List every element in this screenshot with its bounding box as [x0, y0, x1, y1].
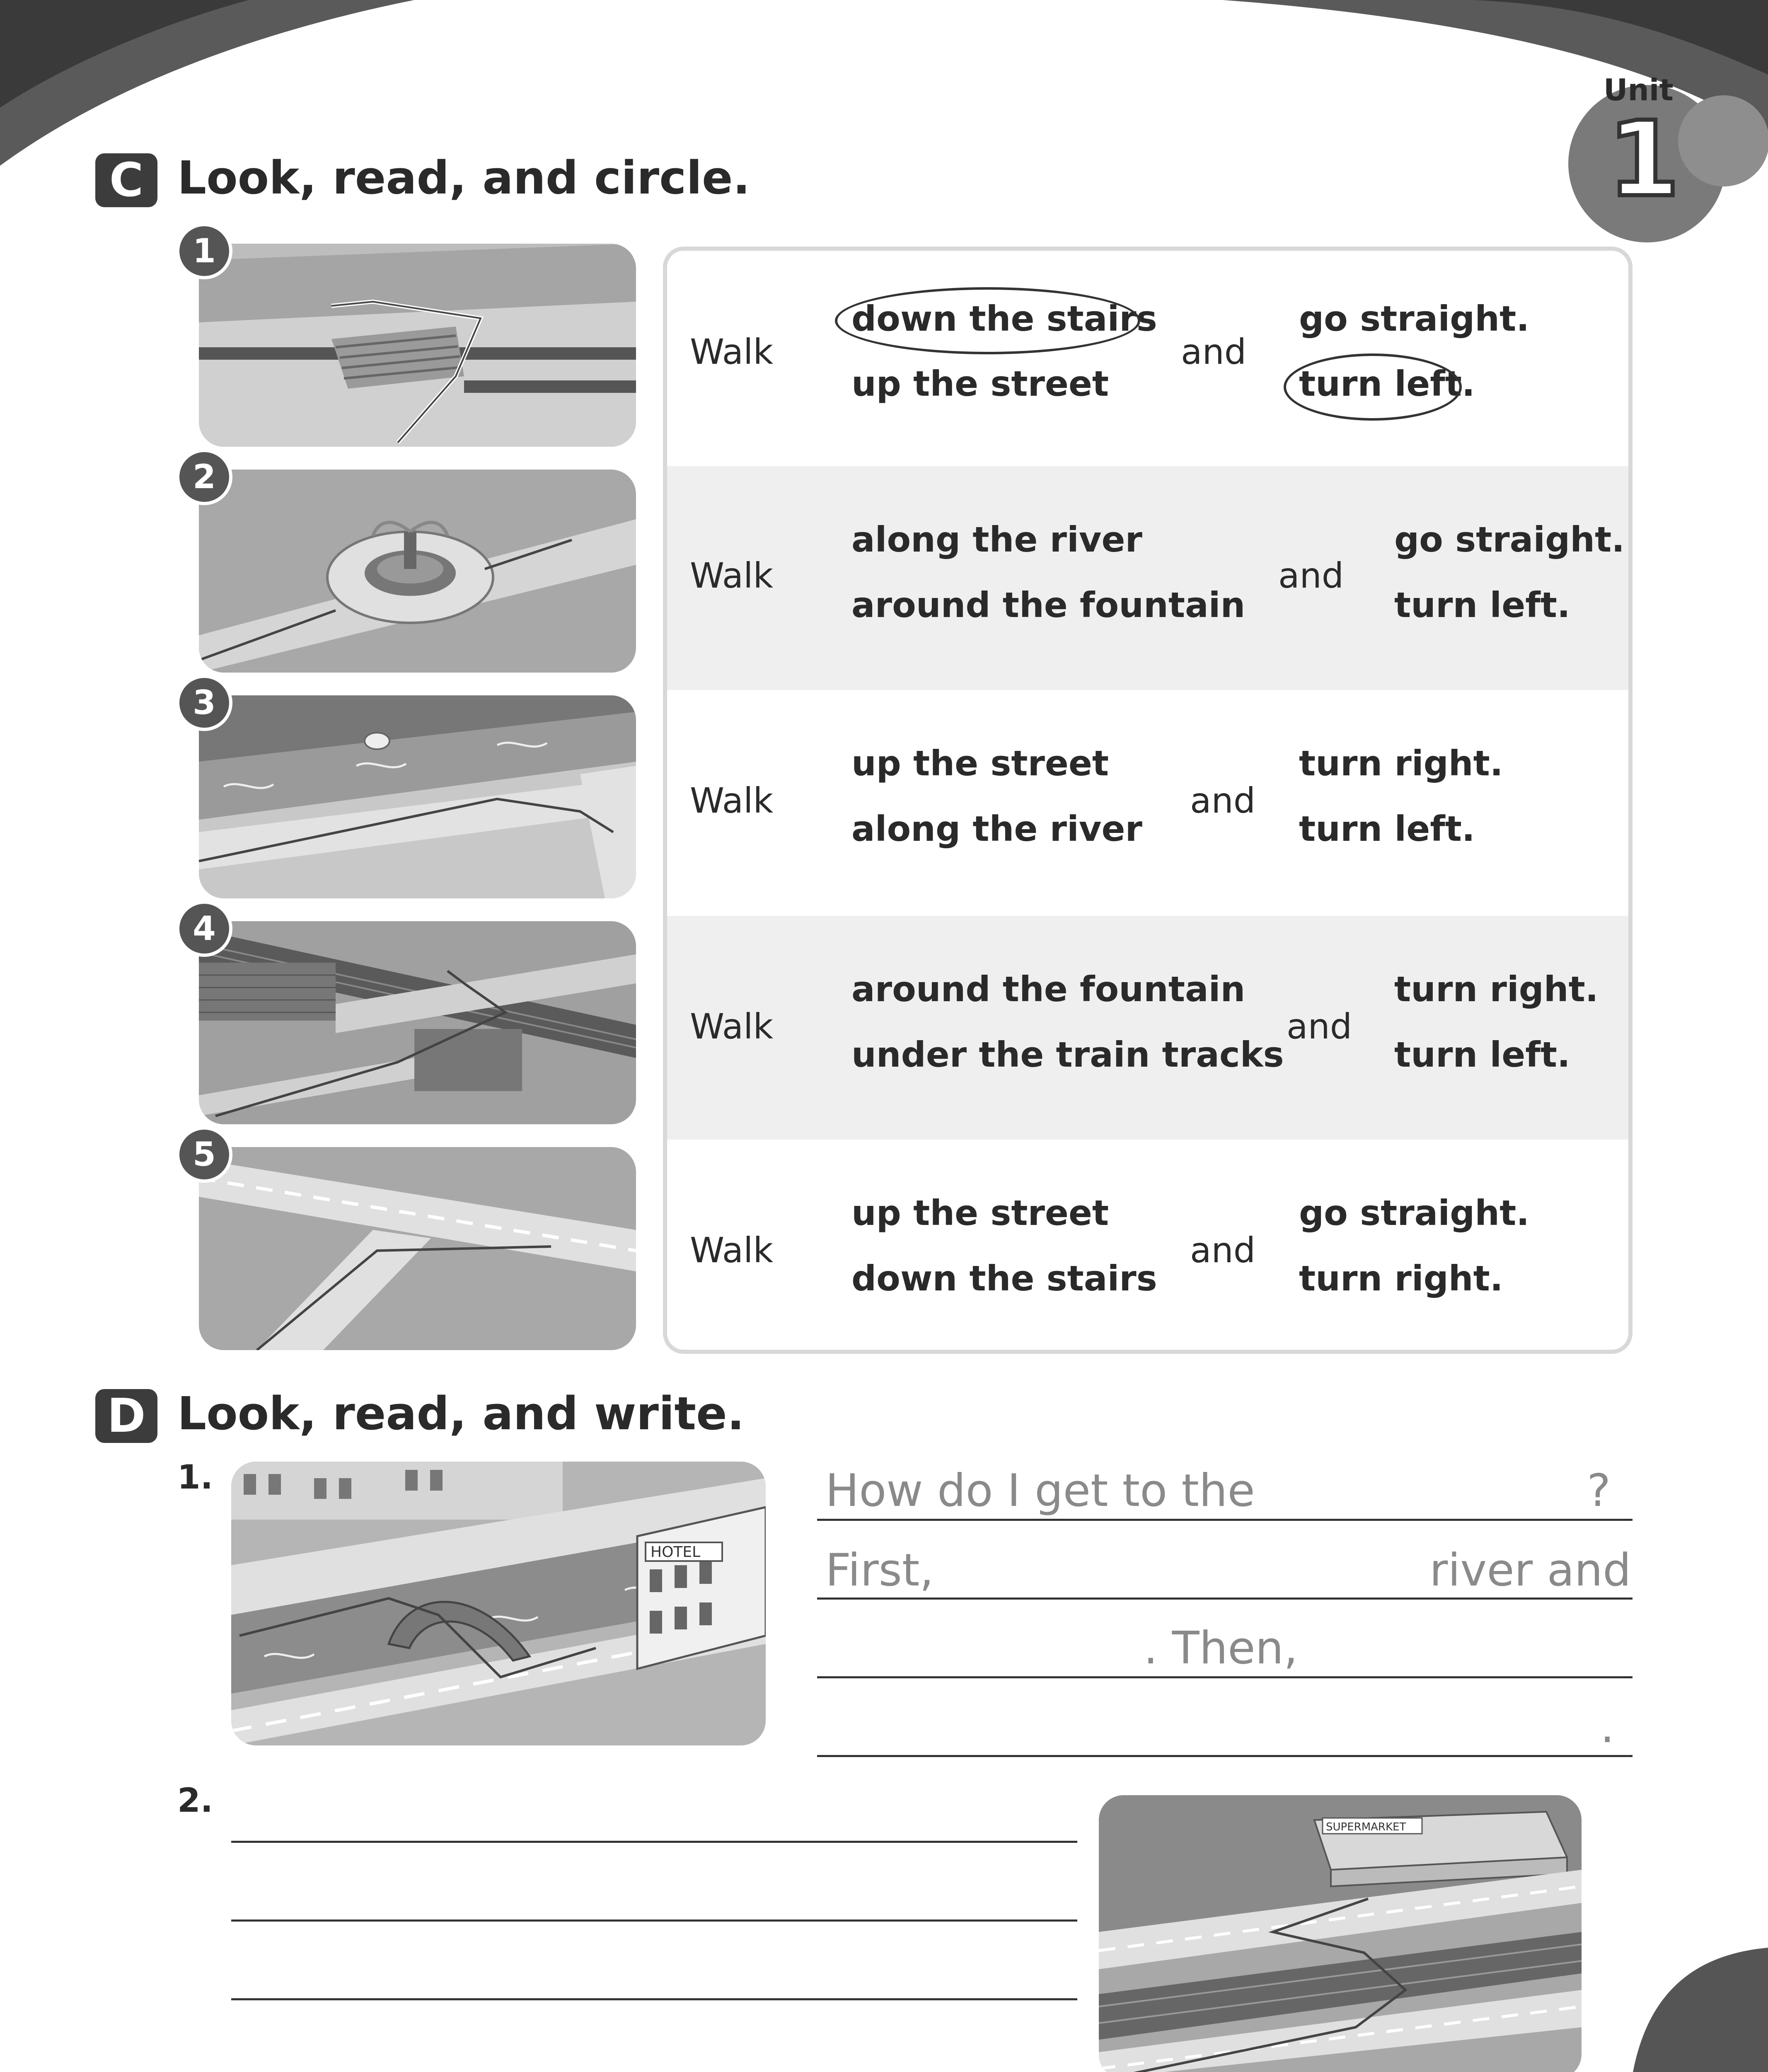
and-label: and — [1278, 555, 1344, 596]
ending-b[interactable]: turn left. — [1299, 808, 1475, 849]
item-number-2: 2. — [177, 1781, 213, 1820]
supermarket-sign-text: SUPERMARKET — [1326, 1821, 1406, 1833]
item-badge-4: 4 — [176, 900, 232, 957]
ending-a[interactable]: turn right. — [1299, 743, 1503, 784]
picture-stairs — [199, 244, 636, 447]
option-a[interactable]: along the river — [851, 519, 1142, 560]
walk-label: Walk — [690, 555, 774, 596]
ending-a[interactable]: go straight. — [1299, 1193, 1530, 1233]
option-a[interactable]: up the street — [851, 1193, 1109, 1233]
unit-label: Unit — [1604, 73, 1674, 107]
ending-b[interactable]: turn right. — [1299, 1258, 1503, 1299]
guide-text-line2-end: river and — [1429, 1544, 1631, 1596]
table-row — [667, 466, 1628, 690]
option-b[interactable]: under the train tracks — [851, 1034, 1284, 1075]
guide-text-line1-start: How do I get to the — [825, 1465, 1255, 1517]
ending-a[interactable]: turn right. — [1394, 969, 1599, 1009]
writing-line[interactable] — [231, 1998, 1077, 2000]
example-circle-option — [835, 287, 1140, 354]
guide-text-line4-end: . — [1600, 1701, 1615, 1753]
option-b[interactable]: around the fountain — [851, 585, 1246, 625]
and-label: and — [1190, 1230, 1256, 1271]
ending-b[interactable]: turn left. — [1394, 1034, 1570, 1075]
writing-line[interactable] — [817, 1519, 1633, 1521]
option-b[interactable]: down the stairs — [851, 1258, 1157, 1299]
item-badge-2: 2 — [176, 449, 232, 505]
item-badge-1: 1 — [176, 223, 232, 279]
item-number-1: 1. — [177, 1458, 213, 1496]
guide-text-line2-start: First, — [825, 1544, 934, 1596]
ending-b[interactable]: turn left. — [1394, 585, 1570, 625]
picture-crossroads — [199, 1147, 636, 1350]
writing-line[interactable] — [817, 1598, 1633, 1600]
table-row — [667, 1140, 1628, 1354]
ending-b[interactable]: turn left. — [1299, 363, 1475, 404]
section-c-title: Look, read, and circle. — [177, 151, 750, 204]
option-a[interactable]: down the stairs — [851, 298, 1157, 339]
option-a[interactable]: up the street — [851, 743, 1109, 784]
section-d-badge: D — [95, 1389, 157, 1443]
walk-label: Walk — [690, 332, 774, 372]
writing-line[interactable] — [817, 1676, 1633, 1678]
writing-line[interactable] — [231, 1920, 1077, 1922]
walk-label: Walk — [690, 780, 774, 821]
hotel-sign-text: HOTEL — [651, 1544, 701, 1561]
and-label: and — [1287, 1006, 1352, 1047]
guide-text-line3-mid: . Then, — [1144, 1622, 1298, 1674]
table-row — [667, 251, 1628, 466]
option-b[interactable]: along the river — [851, 808, 1142, 849]
ending-a[interactable]: go straight. — [1299, 298, 1530, 339]
unit-number: 1 — [1608, 99, 1680, 220]
writing-line[interactable] — [817, 1755, 1633, 1757]
example-circle-ending — [1284, 353, 1462, 421]
option-b[interactable]: up the street — [851, 363, 1109, 404]
picture-hotel-bridge — [231, 1462, 766, 1745]
section-c-badge: C — [95, 153, 157, 207]
writing-line[interactable] — [231, 1841, 1077, 1843]
table-row — [667, 916, 1628, 1140]
walk-label: Walk — [690, 1006, 774, 1047]
circle-options-table — [663, 247, 1633, 1354]
item-badge-5: 5 — [176, 1126, 232, 1183]
picture-train-tracks — [199, 921, 636, 1124]
and-label: and — [1181, 332, 1247, 372]
picture-fountain — [199, 470, 636, 673]
section-d-title: Look, read, and write. — [177, 1387, 745, 1440]
ending-a[interactable]: go straight. — [1394, 519, 1625, 560]
option-a[interactable]: around the fountain — [851, 969, 1246, 1009]
item-badge-3: 3 — [176, 675, 232, 731]
and-label: and — [1190, 780, 1256, 821]
table-row — [667, 690, 1628, 916]
walk-label: Walk — [690, 1230, 774, 1271]
picture-supermarket — [1099, 1795, 1582, 2072]
guide-text-line1-end: ? — [1587, 1465, 1611, 1517]
picture-river — [199, 695, 636, 898]
